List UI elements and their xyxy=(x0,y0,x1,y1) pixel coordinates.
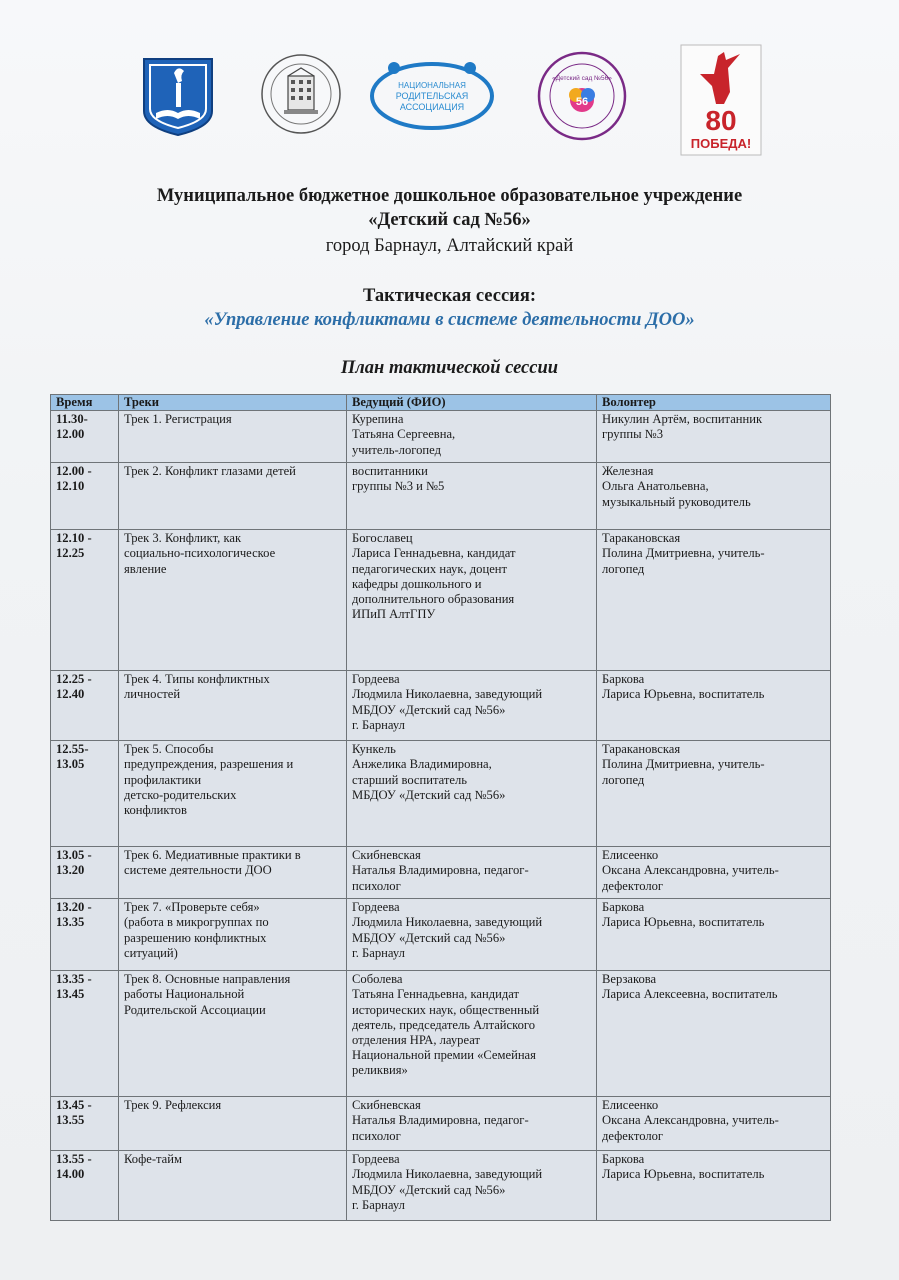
volunteer-cell-line: Лариса Юрьевна, воспитатель xyxy=(602,1167,765,1182)
volunteer-cell xyxy=(597,530,831,671)
column-header-lead: Ведущий (ФИО) xyxy=(347,395,597,411)
time-cell-line: 12.10 xyxy=(56,479,85,494)
volunteer-cell xyxy=(597,971,831,1097)
track-cell-line: Трек 9. Рефлексия xyxy=(124,1098,222,1113)
time-cell-line: 12.25 xyxy=(56,546,85,561)
time-cell-line: 13.45 - xyxy=(56,1098,92,1113)
kindergarten-name: «Детский сад №56» xyxy=(368,210,531,230)
time-cell-line: 12.00 - xyxy=(56,464,92,479)
session-label: Тактическая сессия: xyxy=(362,286,536,306)
volunteer-cell-line: Полина Дмитриевна, учитель- xyxy=(602,546,765,561)
volunteer-cell-line: Ольга Анатольевна, xyxy=(602,479,709,494)
volunteer-cell-line: Лариса Юрьевна, воспитатель xyxy=(602,687,765,702)
track-cell-line: Трек 2. Конфликт глазами детей xyxy=(124,464,296,479)
time-cell-line: 12.25 - xyxy=(56,672,92,687)
track-cell xyxy=(119,463,347,530)
lead-cell-line: Скибневская xyxy=(352,1098,421,1113)
track-cell-line: разрешению конфликтных xyxy=(124,930,267,945)
time-cell-line: 13.05 xyxy=(56,757,85,772)
lead-cell-line: МБДОУ «Детский сад №56» xyxy=(352,1182,506,1197)
column-header-time: Время xyxy=(51,395,119,411)
volunteer-cell xyxy=(597,1097,831,1151)
table-row xyxy=(51,1151,831,1221)
time-cell-line: 12.55- xyxy=(56,742,89,757)
track-cell xyxy=(119,1097,347,1151)
lead-cell-line: Курепина xyxy=(352,412,404,427)
track-cell-line: системе деятельности ДОО xyxy=(124,863,272,878)
volunteer-cell-line: Елисеенко xyxy=(602,848,659,863)
volunteer-cell xyxy=(597,1151,831,1221)
volunteer-cell xyxy=(597,741,831,847)
table-header-row xyxy=(51,395,831,411)
lead-cell-line: МБДОУ «Детский сад №56» xyxy=(352,787,506,802)
track-cell-line: явление xyxy=(124,561,167,576)
svg-text:НАЦИОНАЛЬНАЯ: НАЦИОНАЛЬНАЯ xyxy=(398,81,466,90)
table-row xyxy=(51,899,831,971)
track-cell xyxy=(119,899,347,971)
time-cell xyxy=(51,671,119,741)
time-cell-line: 12.00 xyxy=(56,427,85,442)
table-row xyxy=(51,741,831,847)
volunteer-cell-line: дефектолог xyxy=(602,1128,664,1143)
logo-strip xyxy=(0,40,899,150)
lead-cell xyxy=(347,847,597,899)
volunteer-cell xyxy=(597,463,831,530)
time-cell-line: 13.20 xyxy=(56,863,85,878)
lead-cell-line: реликвия» xyxy=(352,1063,408,1078)
svg-text:56: 56 xyxy=(575,96,589,108)
volunteer-cell xyxy=(597,899,831,971)
volunteer-cell-line: Таракановская xyxy=(602,742,681,757)
table-body xyxy=(51,411,831,1221)
track-cell-line: ситуаций) xyxy=(124,945,178,960)
lead-cell-line: Наталья Владимировна, педагог- xyxy=(352,1113,529,1128)
lead-cell-line: МБДОУ «Детский сад №56» xyxy=(352,930,506,945)
lead-cell-line: Гордеева xyxy=(352,672,400,687)
lead-cell-line: отделения НРА, лауреат xyxy=(352,1033,480,1048)
volunteer-cell-line: дефектолог xyxy=(602,878,664,893)
time-cell-line: 13.35 - xyxy=(56,972,92,987)
pedagogical-university-seal-icon xyxy=(260,50,342,138)
lead-cell xyxy=(347,1151,597,1221)
lead-cell xyxy=(347,899,597,971)
volunteer-cell-line: Лариса Юрьевна, воспитатель xyxy=(602,915,765,930)
lead-cell-line: г. Барнаул xyxy=(352,1197,405,1212)
lead-cell xyxy=(347,971,597,1097)
track-cell-line: Трек 7. «Проверьте себя» xyxy=(124,900,260,915)
lead-cell-line: воспитанники xyxy=(352,464,428,479)
lead-cell-line: Лариса Геннадьевна, кандидат xyxy=(352,546,516,561)
volunteer-cell-line: Никулин Артём, воспитанник xyxy=(602,412,763,427)
track-cell-line: Родительской Ассоциации xyxy=(124,1002,266,1017)
time-cell xyxy=(51,1151,119,1221)
track-cell-line: личностей xyxy=(124,687,181,702)
track-cell-line: работы Национальной xyxy=(124,987,245,1002)
lead-cell-line: Анжелика Владимировна, xyxy=(352,757,492,772)
svg-text:ПОБЕДА!: ПОБЕДА! xyxy=(690,136,752,151)
track-cell-line: Трек 6. Медиативные практики в xyxy=(124,848,301,863)
track-cell xyxy=(119,411,347,463)
lead-cell-line: психолог xyxy=(352,1128,401,1143)
lead-cell-line: старший воспитатель xyxy=(352,772,468,787)
volunteer-cell-line: музыкальный руководитель xyxy=(602,494,751,509)
time-cell-line: 11.30- xyxy=(56,412,88,427)
track-cell-line: конфликтов xyxy=(124,803,187,818)
track-cell xyxy=(119,671,347,741)
volunteer-cell-line: логопед xyxy=(602,561,645,576)
track-cell xyxy=(119,741,347,847)
track-cell xyxy=(119,847,347,899)
volunteer-cell-line: Баркова xyxy=(602,1152,645,1167)
svg-text:АССОЦИАЦИЯ: АССОЦИАЦИЯ xyxy=(399,102,465,112)
lead-cell-line: Людмила Николаевна, заведующий xyxy=(352,915,543,930)
lead-cell-line: Национальной премии «Семейная xyxy=(352,1048,536,1063)
session-plan-table xyxy=(50,394,831,1221)
volunteer-cell xyxy=(597,671,831,741)
track-cell-line: Кофе-тайм xyxy=(124,1152,182,1167)
track-cell xyxy=(119,1151,347,1221)
kindergarten-seal-icon xyxy=(536,50,628,142)
lead-cell xyxy=(347,1097,597,1151)
lead-cell xyxy=(347,671,597,741)
time-cell-line: 13.05 - xyxy=(56,848,92,863)
volunteer-cell-line: Полина Дмитриевна, учитель- xyxy=(602,757,765,772)
time-cell-line: 12.10 - xyxy=(56,531,92,546)
time-cell xyxy=(51,847,119,899)
volunteer-cell-line: Таракановская xyxy=(602,531,681,546)
volunteer-cell-line: логопед xyxy=(602,772,645,787)
time-cell xyxy=(51,741,119,847)
table-row xyxy=(51,1097,831,1151)
institution-name: Муниципальное бюджетное дошкольное образовательное учреждение xyxy=(156,186,743,206)
track-cell-line: (работа в микрогруппах по xyxy=(124,915,269,930)
lead-cell-line: дополнительного образования xyxy=(352,592,515,607)
lead-cell-line: группы №3 и №5 xyxy=(352,479,445,494)
volunteer-cell-line: Оксана Александровна, учитель- xyxy=(602,863,779,878)
time-cell-line: 13.45 xyxy=(56,987,85,1002)
victory-80-logo-icon xyxy=(680,44,762,156)
lead-cell-line: Людмила Николаевна, заведующий xyxy=(352,1167,543,1182)
time-cell xyxy=(51,899,119,971)
track-cell-line: Трек 1. Регистрация xyxy=(124,412,232,427)
volunteer-cell-line: Елисеенко xyxy=(602,1098,659,1113)
time-cell-line: 13.35 xyxy=(56,915,85,930)
lead-cell-line: МБДОУ «Детский сад №56» xyxy=(352,702,506,717)
volunteer-cell-line: Баркова xyxy=(602,900,645,915)
table-row xyxy=(51,971,831,1097)
lead-cell-line: Скибневская xyxy=(352,848,421,863)
city-region: город Барнаул, Алтайский край xyxy=(325,236,574,256)
parent-association-logo-icon xyxy=(368,54,496,134)
time-cell xyxy=(51,463,119,530)
time-cell-line: 13.55 - xyxy=(56,1152,92,1167)
track-cell-line: Трек 3. Конфликт, как xyxy=(124,531,242,546)
lead-cell-line: Кункель xyxy=(352,742,396,757)
time-cell-line: 12.40 xyxy=(56,687,85,702)
lead-cell-line: учитель-логопед xyxy=(352,442,441,457)
lead-cell-line: кафедры дошкольного и xyxy=(352,576,482,591)
lead-cell xyxy=(347,411,597,463)
session-title: «Управление конфликтами в системе деятельности ДОО» xyxy=(204,310,695,330)
lead-cell-line: Татьяна Геннадьевна, кандидат xyxy=(352,987,520,1002)
track-cell xyxy=(119,971,347,1097)
lead-cell-line: Людмила Николаевна, заведующий xyxy=(352,687,543,702)
plan-title: План тактической сессии xyxy=(340,358,559,378)
lead-cell xyxy=(347,741,597,847)
lead-cell-line: Гордеева xyxy=(352,900,400,915)
time-cell xyxy=(51,971,119,1097)
lead-cell-line: Богославец xyxy=(352,531,413,546)
lead-cell-line: Татьяна Сергеевна, xyxy=(352,427,456,442)
volunteer-cell xyxy=(597,847,831,899)
lead-cell-line: Гордеева xyxy=(352,1152,400,1167)
lead-cell-line: ИПиП АлтГПУ xyxy=(352,607,436,622)
volunteer-cell-line: группы №3 xyxy=(602,427,663,442)
lead-cell xyxy=(347,463,597,530)
table-row xyxy=(51,847,831,899)
volunteer-cell-line: Верзакова xyxy=(602,972,657,987)
track-cell-line: Трек 5. Способы xyxy=(124,742,214,757)
svg-text:РОДИТЕЛЬСКАЯ: РОДИТЕЛЬСКАЯ xyxy=(395,91,469,101)
time-cell xyxy=(51,411,119,463)
lead-cell-line: Наталья Владимировна, педагог- xyxy=(352,863,529,878)
time-cell-line: 14.00 xyxy=(56,1167,85,1182)
svg-text:«Детский сад №56»: «Детский сад №56» xyxy=(552,75,612,82)
time-cell-line: 13.20 - xyxy=(56,900,92,915)
table-row xyxy=(51,530,831,671)
lead-cell-line: психолог xyxy=(352,878,401,893)
lead-cell-line: г. Барнаул xyxy=(352,945,405,960)
track-cell-line: детско-родительских xyxy=(124,787,237,802)
torch-book-emblem-icon xyxy=(140,55,216,137)
track-cell-line: Трек 4. Типы конфликтных xyxy=(124,672,270,687)
volunteer-cell-line: Баркова xyxy=(602,672,645,687)
lead-cell-line: педагогических наук, доцент xyxy=(352,561,508,576)
table-row xyxy=(51,411,831,463)
track-cell-line: предупреждения, разрешения и xyxy=(124,757,294,772)
table-row xyxy=(51,463,831,530)
volunteer-cell-line: Оксана Александровна, учитель- xyxy=(602,1113,779,1128)
column-header-volunteer: Волонтер xyxy=(597,395,831,411)
track-cell-line: Трек 8. Основные направления xyxy=(124,972,291,987)
track-cell-line: профилактики xyxy=(124,772,202,787)
volunteer-cell xyxy=(597,411,831,463)
lead-cell-line: Соболева xyxy=(352,972,403,987)
track-cell xyxy=(119,530,347,671)
lead-cell-line: исторических наук, общественный xyxy=(352,1002,540,1017)
track-cell-line: социально-психологическое xyxy=(124,546,276,561)
lead-cell-line: деятель, председатель Алтайского xyxy=(352,1017,536,1032)
lead-cell xyxy=(347,530,597,671)
column-header-tracks: Треки xyxy=(119,395,347,411)
time-cell xyxy=(51,1097,119,1151)
time-cell-line: 13.55 xyxy=(56,1113,85,1128)
volunteer-cell-line: Лариса Алексеевна, воспитатель xyxy=(602,987,778,1002)
lead-cell-line: г. Барнаул xyxy=(352,717,405,732)
volunteer-cell-line: Железная xyxy=(602,464,654,479)
table-row xyxy=(51,671,831,741)
time-cell xyxy=(51,530,119,671)
svg-text:80: 80 xyxy=(705,105,737,136)
